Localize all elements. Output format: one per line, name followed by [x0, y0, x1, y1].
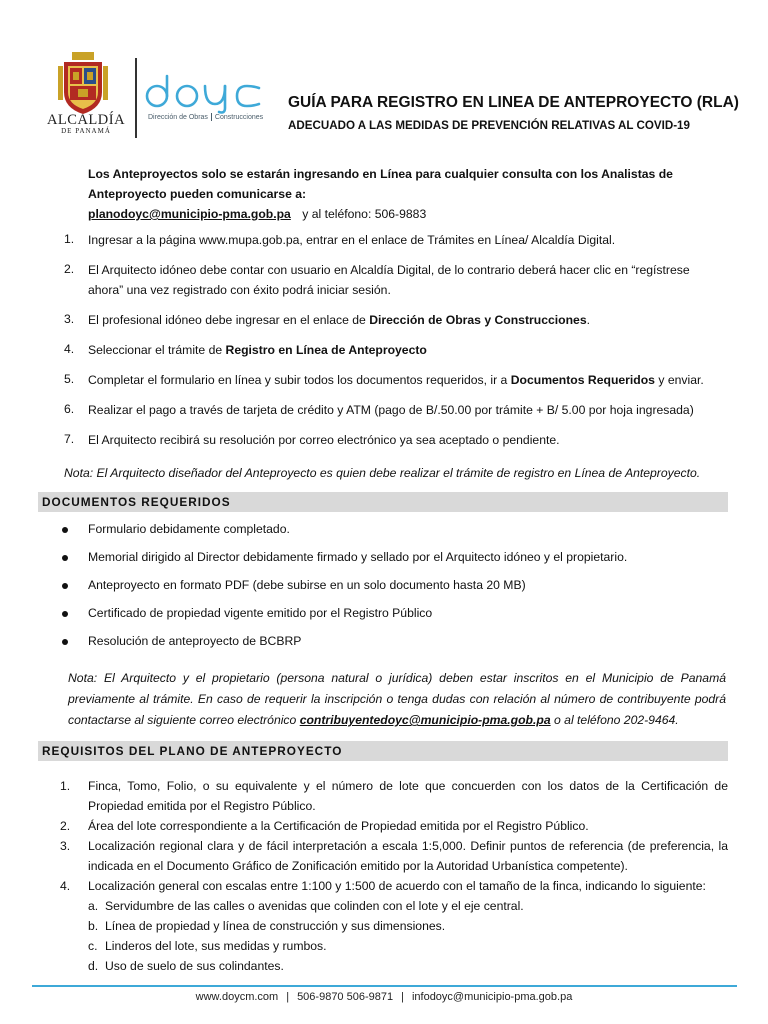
step-text [88, 430, 728, 450]
step-number: 6. [64, 402, 75, 416]
footer-separator: | [286, 991, 290, 1003]
documento-text: Anteproyecto en formato PDF (debe subirse en un solo documento hasta 20 MB) [88, 578, 526, 592]
step-text-segment: Realizar el pago a través de tarjeta de crédito y ATM (pago de B/.50.00 por trámite + B/ 5.00 por hoja ingresada) [88, 403, 694, 417]
step-text-bold: Documentos Requeridos [510, 373, 655, 387]
bullet-icon [62, 639, 68, 645]
requisito-text: Localización general con escalas entre 1:100 y 1:500 de acuerdo con el tamaño de la finca, indicando lo siguiente: [88, 879, 706, 893]
step-text [88, 230, 728, 250]
subitem-letter: b. [88, 919, 99, 933]
requisito-text: Finca, Tomo, Folio, o su equivalente y el número de lote que concuerden con los datos de la Certificación de Propiedad emitida por el Registro Público. [88, 779, 728, 813]
subitem-text: Linderos del lote, sus medidas y rumbos. [105, 939, 327, 953]
doyc-subtitle-separator [211, 113, 212, 121]
step-text-segment: El Arquitecto recibirá su resolución por correo electrónico ya sea aceptado o pendiente. [88, 433, 560, 447]
step-text [88, 260, 728, 300]
document-header [0, 0, 768, 150]
step-text-segment: Seleccionar el trámite de [88, 343, 226, 357]
alcaldia-wordmark: ALCALDÍA [46, 112, 126, 128]
page-subtitle: ADECUADO A LAS MEDIDAS DE PREVENCIÓN RELATIVAS AL COVID-19 [288, 119, 690, 132]
subitem-letter: a. [88, 899, 99, 913]
step-text-segment: El profesional idóneo debe ingresar en el enlace de [88, 313, 370, 327]
doyc-subtitle-construcciones: Construcciones [214, 113, 264, 121]
page-footer [0, 989, 768, 1005]
step-text-segment: Completar el formulario en línea y subir todos los documentos requeridos, ir a [88, 373, 511, 387]
footer-separator: | [401, 991, 404, 1003]
intro-email-link[interactable]: planodoyc@municipio-pma.gob.pa [88, 207, 291, 221]
documento-text: Memorial dirigido al Director debidamente firmado y sellado por el Arquitecto idóneo y el propietario. [88, 550, 628, 564]
bullet-icon [62, 555, 68, 561]
requisito-number: 2. [60, 819, 71, 833]
subitem-letter: c. [88, 939, 98, 953]
intro-contact [88, 204, 728, 224]
nota-inscripcion-phone: o al teléfono 202-9464. [550, 713, 679, 727]
step-number: 1. [64, 232, 75, 246]
step-text-segment: Ingresar a la página www.mupa.gob.pa, entrar en el enlace de Trámites en Línea/ Alcaldía Digital. [88, 233, 616, 247]
section-documentos-heading: DOCUMENTOS REQUERIDOS [38, 492, 728, 512]
de-panama-wordmark: DE PANAMÁ [61, 127, 111, 135]
step-text-segment: . [586, 313, 590, 327]
intro-line-1: Los Anteproyectos solo se estarán ingresando en Línea para cualquier consulta con los Analistas de [88, 167, 673, 181]
documento-text: Resolución de anteproyecto de BCBRP [88, 634, 302, 648]
step-text [88, 370, 728, 390]
step-text [88, 340, 728, 360]
nota-inscripcion [68, 668, 726, 731]
doyc-subtitle-obras: Dirección de Obras [148, 113, 208, 121]
intro-phone: y al teléfono: 506-9883 [302, 207, 427, 221]
bullet-icon [62, 527, 68, 533]
doyc-subtitle [148, 113, 263, 121]
step-text-segment: El Arquitecto idóneo debe contar con usuario en Alcaldía Digital, de lo contrario deberá hacer clic en “regístrese ahora” una vez registrado con éxito podrá iniciar sesión. [88, 263, 690, 297]
subitem-text: Uso de suelo de sus colindantes. [105, 959, 284, 973]
nota-inscripcion-text: Nota: El Arquitecto y el propietario (persona natural o jurídica) deben estar inscritos en el Municipio de Panamá previamente al trámite. En caso de requerir la inscripción o tenga dudas con relación al número de contribuyente podrá contactarse al siguiente correo electrónico [68, 671, 726, 727]
nota-arquitecto: Nota: El Arquitecto diseñador del Anteproyecto es quien debe realizar el trámite de registro en Línea de Anteproyecto. [64, 466, 701, 480]
intro-block [88, 164, 728, 224]
intro-line-2: Anteproyecto pueden comunicarse a: [88, 187, 307, 201]
step-text [88, 400, 728, 420]
subitem-text: Línea de propiedad y línea de construcción y sus dimensiones. [105, 919, 446, 933]
bullet-icon [62, 611, 68, 617]
bullet-icon [62, 583, 68, 589]
documento-text: Formulario debidamente completado. [88, 522, 290, 536]
subitem-text: Servidumbre de las calles o avenidas que colinden con el lote y el eje central. [105, 899, 524, 913]
step-text-bold: Dirección de Obras y Construcciones [369, 313, 587, 327]
requisito-number: 3. [60, 839, 71, 853]
footer-phones: 506-9870 506-9871 [297, 991, 394, 1003]
requisito-text: Área del lote correspondiente a la Certificación de Propiedad emitida por el Registro Público. [88, 819, 589, 833]
logo-divider [135, 58, 137, 138]
step-number: 7. [64, 432, 75, 446]
requisito-text: Localización regional clara y de fácil interpretación a escala 1:5,000. Definir puntos de referencia (de preferencia, la indicada en el Documento Gráfico de Zonificación emitido por la Autoridad Urbanística competente). [88, 839, 728, 873]
requisito-number: 1. [60, 779, 71, 793]
step-number: 3. [64, 312, 75, 326]
footer-website-link[interactable]: www.doycm.com [195, 991, 279, 1003]
footer-email-link[interactable]: infodoyc@municipio-pma.gob.pa [411, 991, 573, 1003]
step-text-segment: y enviar. [654, 373, 704, 387]
footer-rule [32, 985, 737, 987]
documento-text: Certificado de propiedad vigente emitido por el Registro Público [88, 606, 433, 620]
requisito-number: 4. [60, 879, 71, 893]
step-number: 2. [64, 262, 75, 276]
step-number: 4. [64, 342, 75, 356]
section-requisitos-heading: REQUISITOS DEL PLANO DE ANTEPROYECTO [38, 741, 728, 761]
subitem-letter: d. [88, 959, 99, 973]
step-text [88, 310, 728, 330]
doyc-logo [143, 72, 268, 114]
step-text-bold: Registro en Línea de Anteproyecto [225, 343, 427, 357]
page-title: GUÍA PARA REGISTRO EN LINEA DE ANTEPROYECTO (RLA) [288, 94, 739, 111]
alcaldia-seal-logo [58, 52, 108, 114]
contribuyente-email-link[interactable]: contribuyentedoyc@municipio-pma.gob.pa [299, 713, 551, 727]
step-number: 5. [64, 372, 75, 386]
